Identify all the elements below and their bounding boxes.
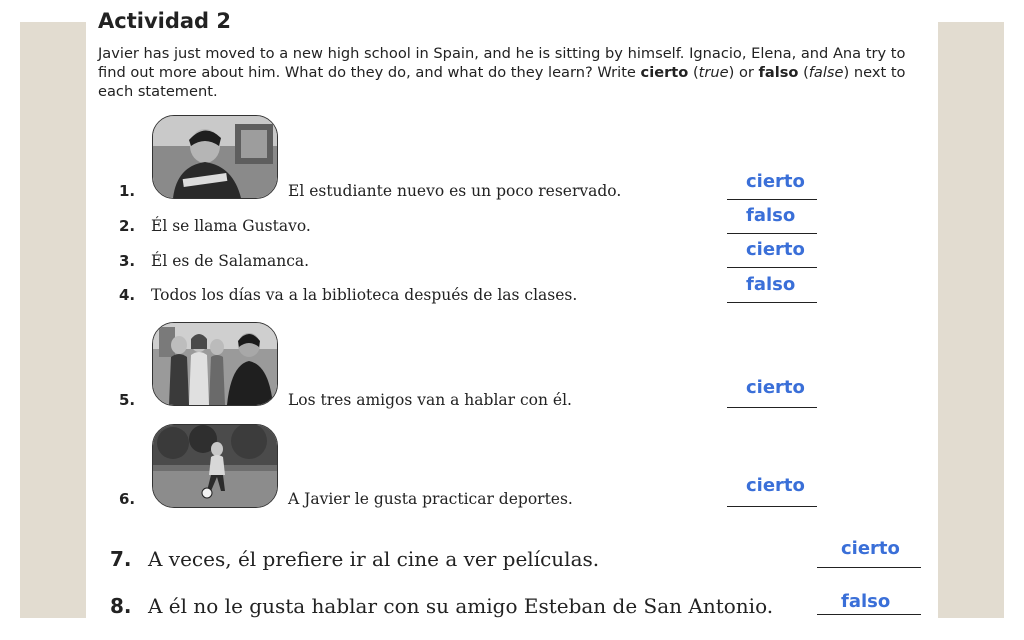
item-number: 5. xyxy=(119,391,136,409)
item-statement: A él no le gusta hablar con su amigo Esteban de San Antonio. xyxy=(148,594,774,618)
left-side-band xyxy=(20,22,86,618)
item-number: 4. xyxy=(119,286,136,304)
photo-soccer-player xyxy=(152,424,278,508)
item-statement: Él es de Salamanca. xyxy=(151,252,310,270)
item-statement: Los tres amigos van a hablar con él. xyxy=(288,391,572,409)
falso-word: falso xyxy=(758,64,799,81)
answer-blank[interactable] xyxy=(817,614,921,615)
item-statement: A Javier le gusta practicar deportes. xyxy=(288,490,573,508)
instructions-part1: Javier has just moved to a new high school in Spain, and he is sitting by himself. Ignacio, Elena, and Ana try to find out more about him. What do they do, and what do they learn? Write xyxy=(98,45,906,81)
answer-text: falso xyxy=(746,205,796,226)
answer-text: falso xyxy=(746,274,796,295)
cierto-word: cierto xyxy=(640,64,689,81)
item-number: 8. xyxy=(110,594,132,618)
answer-text: falso xyxy=(841,591,891,612)
answer-blank[interactable] xyxy=(727,233,817,234)
photo-three-friends xyxy=(152,322,278,406)
photo-student-reading xyxy=(152,115,278,199)
instructions-or: or xyxy=(738,64,754,81)
item-number: 6. xyxy=(119,490,136,508)
right-side-band xyxy=(938,22,1004,618)
item-statement: Todos los días va a la biblioteca después de las clases. xyxy=(151,286,578,304)
answer-blank[interactable] xyxy=(727,506,817,507)
activity-title: Actividad 2 xyxy=(98,9,231,33)
answer-blank[interactable] xyxy=(727,302,817,303)
true-word: true xyxy=(698,64,729,81)
answer-text: cierto xyxy=(841,538,900,559)
item-number: 1. xyxy=(119,182,136,200)
item-number: 2. xyxy=(119,217,136,235)
answer-blank[interactable] xyxy=(727,199,817,200)
item-statement: Él se llama Gustavo. xyxy=(151,217,311,235)
item-statement: A veces, él prefiere ir al cine a ver películas. xyxy=(148,547,600,571)
answer-text: cierto xyxy=(746,239,805,260)
item-number: 3. xyxy=(119,252,136,270)
answer-text: cierto xyxy=(746,171,805,192)
activity-instructions: Javier has just moved to a new high school in Spain, and he is sitting by himself. Ignacio, Elena, and Ana try to find out more about him. What do they do, and what do they learn? Write cierto (true) or falso (false) next to each statement. xyxy=(98,45,906,100)
instructions-end: next to each statement. xyxy=(98,64,906,100)
item-statement: El estudiante nuevo es un poco reservado. xyxy=(288,182,622,200)
item-number: 7. xyxy=(110,547,132,571)
answer-blank[interactable] xyxy=(727,407,817,408)
answer-blank[interactable] xyxy=(817,567,921,568)
false-word: false xyxy=(808,64,844,81)
answer-text: cierto xyxy=(746,475,805,496)
answer-blank[interactable] xyxy=(727,267,817,268)
answer-text: cierto xyxy=(746,377,805,398)
